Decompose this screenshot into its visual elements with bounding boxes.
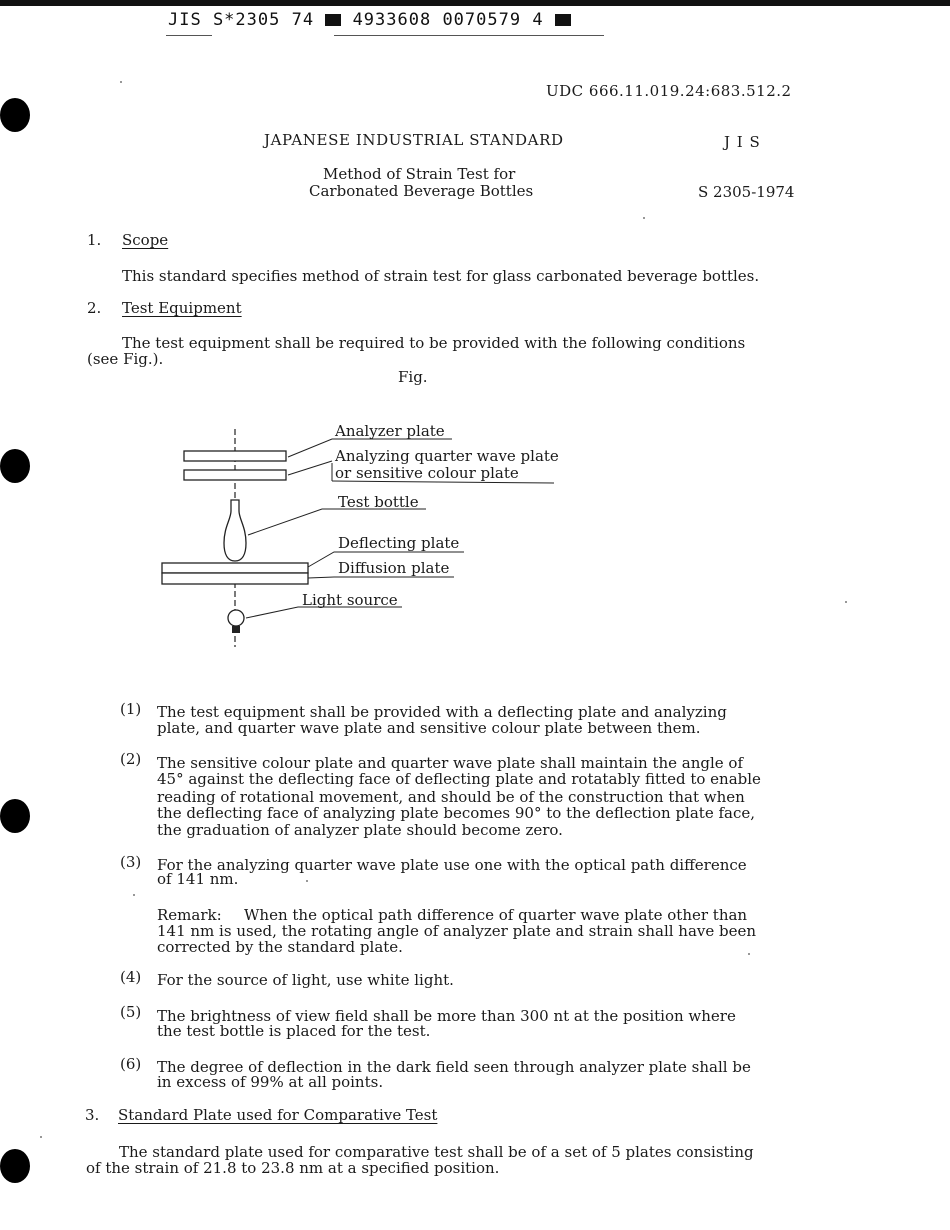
label-quarter-wave-line1: Analyzing quarter wave plate <box>335 447 559 465</box>
scan-speck <box>643 217 645 219</box>
code-prefix: JIS S*2305 74 <box>168 10 315 30</box>
quarter-wave-plate-shape <box>184 470 286 480</box>
condition-1-line1: The test equipment shall be provided with a deflecting plate and analyzing <box>157 703 727 721</box>
condition-2-line2: 45° against the deflecting face of deflecting plate and rotatably fitted to enable <box>157 770 761 788</box>
punch-hole-4 <box>0 1149 30 1183</box>
scan-speck <box>845 601 847 603</box>
section-2-intro-line2: (see Fig.). <box>87 350 164 368</box>
standard-title: JAPANESE INDUSTRIAL STANDARD <box>264 131 564 149</box>
header-rule <box>334 35 604 36</box>
section-3-text-line1: The standard plate used for comparative test shall be of a set of 5 plates consisting <box>119 1143 754 1161</box>
analyzer-plate-shape <box>184 451 286 461</box>
label-light-source: Light source <box>302 591 398 609</box>
condition-4-marker: (4) <box>120 968 142 986</box>
scan-speck <box>120 81 122 83</box>
redaction-block <box>325 14 341 26</box>
test-bottle-shape <box>224 500 246 561</box>
condition-1-line2: plate, and quarter wave plate and sensitive colour plate between them. <box>157 719 701 737</box>
remark-line2: 141 nm is used, the rotating angle of analyzer plate and strain shall have been <box>157 922 757 940</box>
scan-speck <box>40 1136 42 1138</box>
condition-5-line2: the test bottle is placed for the test. <box>157 1022 431 1040</box>
code-suffix: 4933608 0070579 4 <box>352 10 544 30</box>
scan-top-border <box>0 0 950 6</box>
scan-speck <box>748 953 750 955</box>
section-3-number: 3. <box>85 1106 100 1124</box>
document-code-header <box>168 10 571 30</box>
remark-line1: When the optical path difference of quarter wave plate other than <box>244 906 748 924</box>
punch-hole-3 <box>0 799 30 833</box>
condition-6-line1: The degree of deflection in the dark field seen through analyzer plate shall be <box>157 1058 751 1076</box>
header-rule <box>166 35 212 36</box>
light-bulb-shape <box>228 610 244 626</box>
document-number: S 2305-1974 <box>698 183 795 201</box>
condition-4-line1: For the source of light, use white light. <box>157 971 454 989</box>
document-title-line1: Method of Strain Test for <box>323 165 516 183</box>
condition-2-line4: the deflecting face of analyzing plate becomes 90° to the deflection plate face, <box>157 804 756 822</box>
label-diffusion-plate: Diffusion plate <box>338 559 450 577</box>
scan-speck <box>306 880 308 882</box>
condition-5-line1: The brightness of view field shall be more than 300 nt at the position where <box>157 1007 736 1025</box>
figure-caption: Fig. <box>398 368 428 386</box>
condition-1-marker: (1) <box>120 700 142 718</box>
condition-3-line1: For the analyzing quarter wave plate use one with the optical path difference <box>157 856 747 874</box>
leader-test-bottle <box>248 509 426 535</box>
leader-quarter-wave <box>288 461 332 475</box>
section-1-number: 1. <box>87 231 102 249</box>
condition-6-marker: (6) <box>120 1055 142 1073</box>
condition-3-marker: (3) <box>120 853 142 871</box>
redaction-block <box>555 14 571 26</box>
condition-2-line3: reading of rotational movement, and should be of the construction that when <box>157 788 745 806</box>
leader-diffusion-plate <box>308 577 454 578</box>
condition-5-marker: (5) <box>120 1003 142 1021</box>
label-quarter-wave-line2: or sensitive colour plate <box>335 464 519 482</box>
scan-speck <box>133 894 135 896</box>
udc-code: UDC 666.11.019.24:683.512.2 <box>546 82 792 100</box>
section-3-text-line2: of the strain of 21.8 to 23.8 nm at a specified position. <box>86 1159 500 1177</box>
condition-2-marker: (2) <box>120 750 142 768</box>
remark-line3: corrected by the standard plate. <box>157 938 403 956</box>
jis-label: J I S <box>724 133 761 151</box>
label-deflecting-plate: Deflecting plate <box>338 534 460 552</box>
label-test-bottle: Test bottle <box>338 493 419 511</box>
section-2-intro-line1: The test equipment shall be required to be provided with the following conditions <box>122 334 746 352</box>
punch-hole-1 <box>0 98 30 132</box>
condition-6-line2: in excess of 99% at all points. <box>157 1073 384 1091</box>
document-title-line2: Carbonated Beverage Bottles <box>309 182 534 200</box>
section-1-title: Scope <box>122 231 169 249</box>
condition-3-line2: of 141 nm. <box>157 870 239 888</box>
remark-label: Remark: <box>157 906 222 924</box>
section-2-number: 2. <box>87 299 102 317</box>
bulb-base-shape <box>232 626 240 633</box>
condition-2-line1: The sensitive colour plate and quarter wave plate shall maintain the angle of <box>157 754 744 772</box>
label-analyzer-plate: Analyzer plate <box>335 422 445 440</box>
section-1-text: This standard specifies method of strain test for glass carbonated beverage bottles. <box>122 267 760 285</box>
deflecting-plate-shape <box>162 563 308 573</box>
section-2-title: Test Equipment <box>122 299 242 317</box>
diffusion-plate-shape <box>162 573 308 584</box>
condition-2-line5: the graduation of analyzer plate should become zero. <box>157 821 563 839</box>
strain-test-apparatus-figure <box>150 415 590 655</box>
section-3-title: Standard Plate used for Comparative Test <box>118 1106 438 1124</box>
punch-hole-2 <box>0 449 30 483</box>
